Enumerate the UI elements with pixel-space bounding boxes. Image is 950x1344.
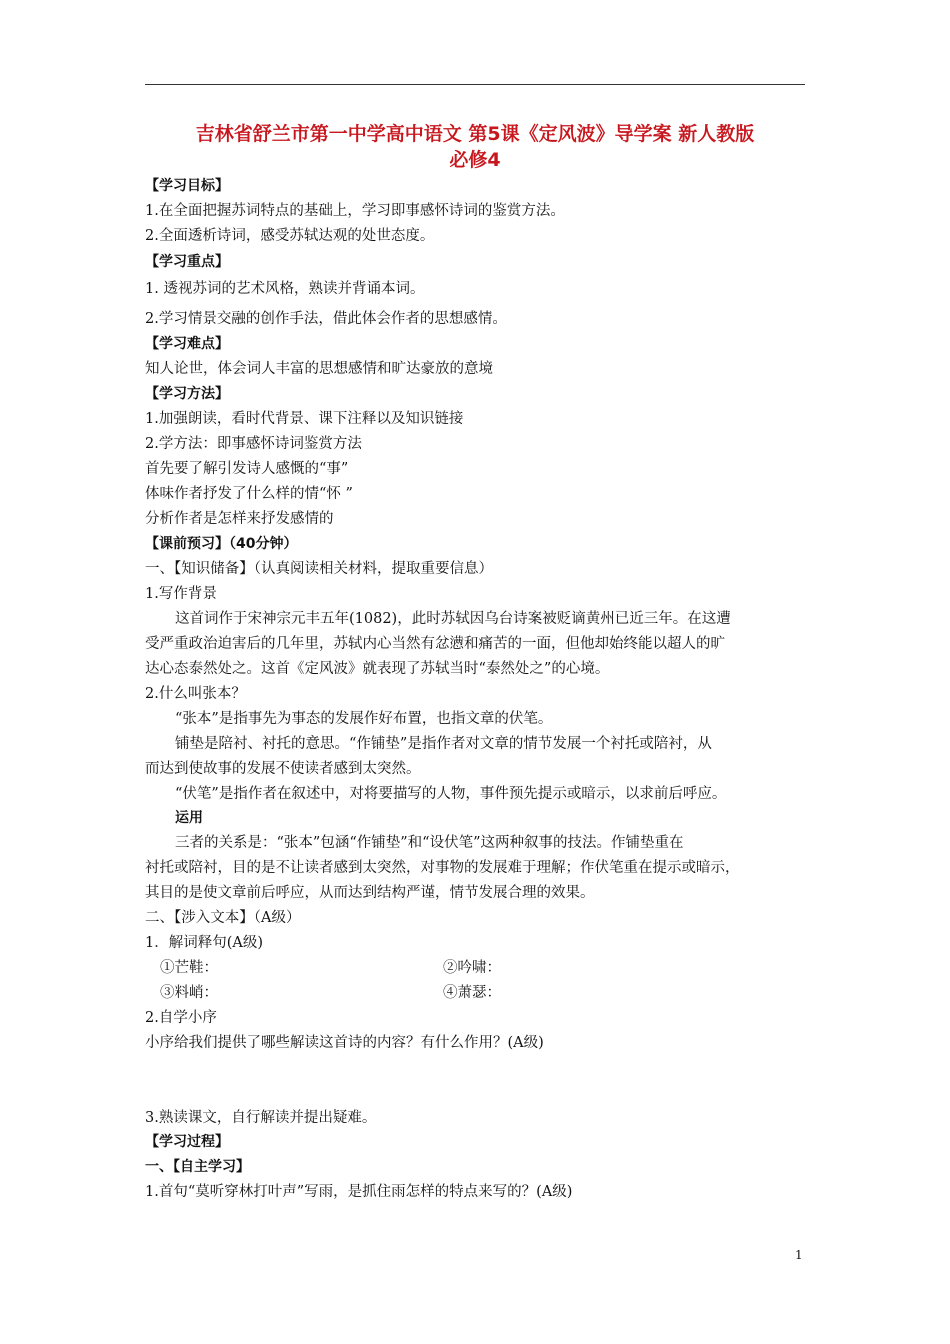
text-line: 3.熟读课文，自行解读并提出疑难。 (145, 1110, 377, 1126)
page-number: 1 (795, 1248, 803, 1262)
paragraph-line: 铺垫是陪衬、衬托的意思。“作铺垫”是指作者对文章的情节发展一个衬托或陪衬，从 (175, 736, 712, 752)
heading-preview: 【课前预习】（40分钟） (145, 536, 298, 552)
vocab-item: ④萧瑟： (443, 985, 501, 1001)
paragraph-line: “伏笔”是指作者在叙述中，对将要描写的人物，事件预先提示或暗示，以求前后呼应。 (175, 786, 727, 802)
text-line: 2.学习情景交融的创作手法，借此体会作者的思想感情。 (145, 311, 507, 327)
text-line: 小序给我们提供了哪些解读这首诗的内容？有什么作用？(A级) (145, 1035, 544, 1051)
paragraph-line: 其目的是使文章前后呼应，从而达到结构严谨，情节发展合理的效果。 (145, 885, 595, 901)
text-line: 1.加强朗读，看时代背景、课下注释以及知识链接 (145, 411, 464, 427)
title-line-2: 必修4 (449, 149, 501, 171)
text-line: 1.在全面把握苏词特点的基础上，学习即事感怀诗词的鉴赏方法。 (145, 203, 565, 219)
paragraph-line: “张本”是指事先为事态的发展作好布置，也指文章的伏笔。 (175, 711, 553, 727)
heading-self-study: 一、【自主学习】 (145, 1159, 250, 1175)
paragraph-line: 达心态泰然处之。这首《定风波》就表现了苏轼当时“泰然处之”的心境。 (145, 661, 610, 677)
text-line: 2.自学小序 (145, 1010, 217, 1026)
paragraph-line: 受严重政治迫害后的几年里，苏轼内心当然有忿懑和痛苦的一面，但他却始终能以超人的旷 (145, 636, 725, 652)
header-rule (145, 84, 805, 85)
heading-objectives: 【学习目标】 (145, 178, 229, 194)
text-line: 分析作者是怎样来抒发感情的 (145, 511, 334, 527)
heading-process: 【学习过程】 (145, 1134, 229, 1150)
text-line: 1. 透视苏词的艺术风格，熟读并背诵本词。 (145, 281, 425, 297)
vocab-item: ②吟啸： (443, 960, 501, 976)
paragraph-line: 三者的关系是：“张本”包涵“作铺垫”和“设伏笔”这两种叙事的技法。作铺垫重在 (175, 835, 684, 851)
text-line: 2.什么叫张本？ (145, 686, 246, 702)
vocab-item: ①芒鞋： (160, 960, 218, 976)
text-line: 体味作者抒发了什么样的情“怀 ” (145, 486, 353, 502)
text-line: 知人论世，体会词人丰富的思想感情和旷达豪放的意境 (145, 361, 493, 377)
text-line: 2.全面透析诗词，感受苏轼达观的处世态度。 (145, 228, 435, 244)
text-line: 1．解词释句(A级) (145, 935, 264, 951)
text-line: 二、【涉入文本】（A级） (145, 910, 301, 926)
usage-label: 运用 (175, 810, 203, 826)
text-line: 1.首句“莫听穿林打叶声”写雨，是抓住雨怎样的特点来写的？(A级) (145, 1184, 573, 1200)
paragraph-line: 衬托或陪衬，目的是不让读者感到太突然，对事物的发展难于理解；作伏笔重在提示或暗示， (145, 860, 740, 876)
vocab-item: ③料峭： (160, 985, 218, 1001)
text-line: 2.学方法：即事感怀诗词鉴赏方法 (145, 436, 362, 452)
paragraph-line: 这首词作于宋神宗元丰五年(1082)，此时苏轼因乌台诗案被贬谪黄州已近三年。在这遭 (175, 611, 731, 627)
text-line: 一、【知识储备】（认真阅读相关材料，提取重要信息） (145, 561, 493, 577)
paragraph-line: 而达到使故事的发展不使读者感到太突然。 (145, 761, 421, 777)
text-line: 1.写作背景 (145, 586, 217, 602)
title-line-1: 吉林省舒兰市第一中学高中语文 第5课《定风波》导学案 新人教版 (195, 123, 755, 145)
heading-difficulty: 【学习难点】 (145, 336, 229, 352)
heading-method: 【学习方法】 (145, 386, 229, 402)
text-line: 首先要了解引发诗人感慨的“事” (145, 461, 349, 477)
heading-focus: 【学习重点】 (145, 254, 229, 270)
